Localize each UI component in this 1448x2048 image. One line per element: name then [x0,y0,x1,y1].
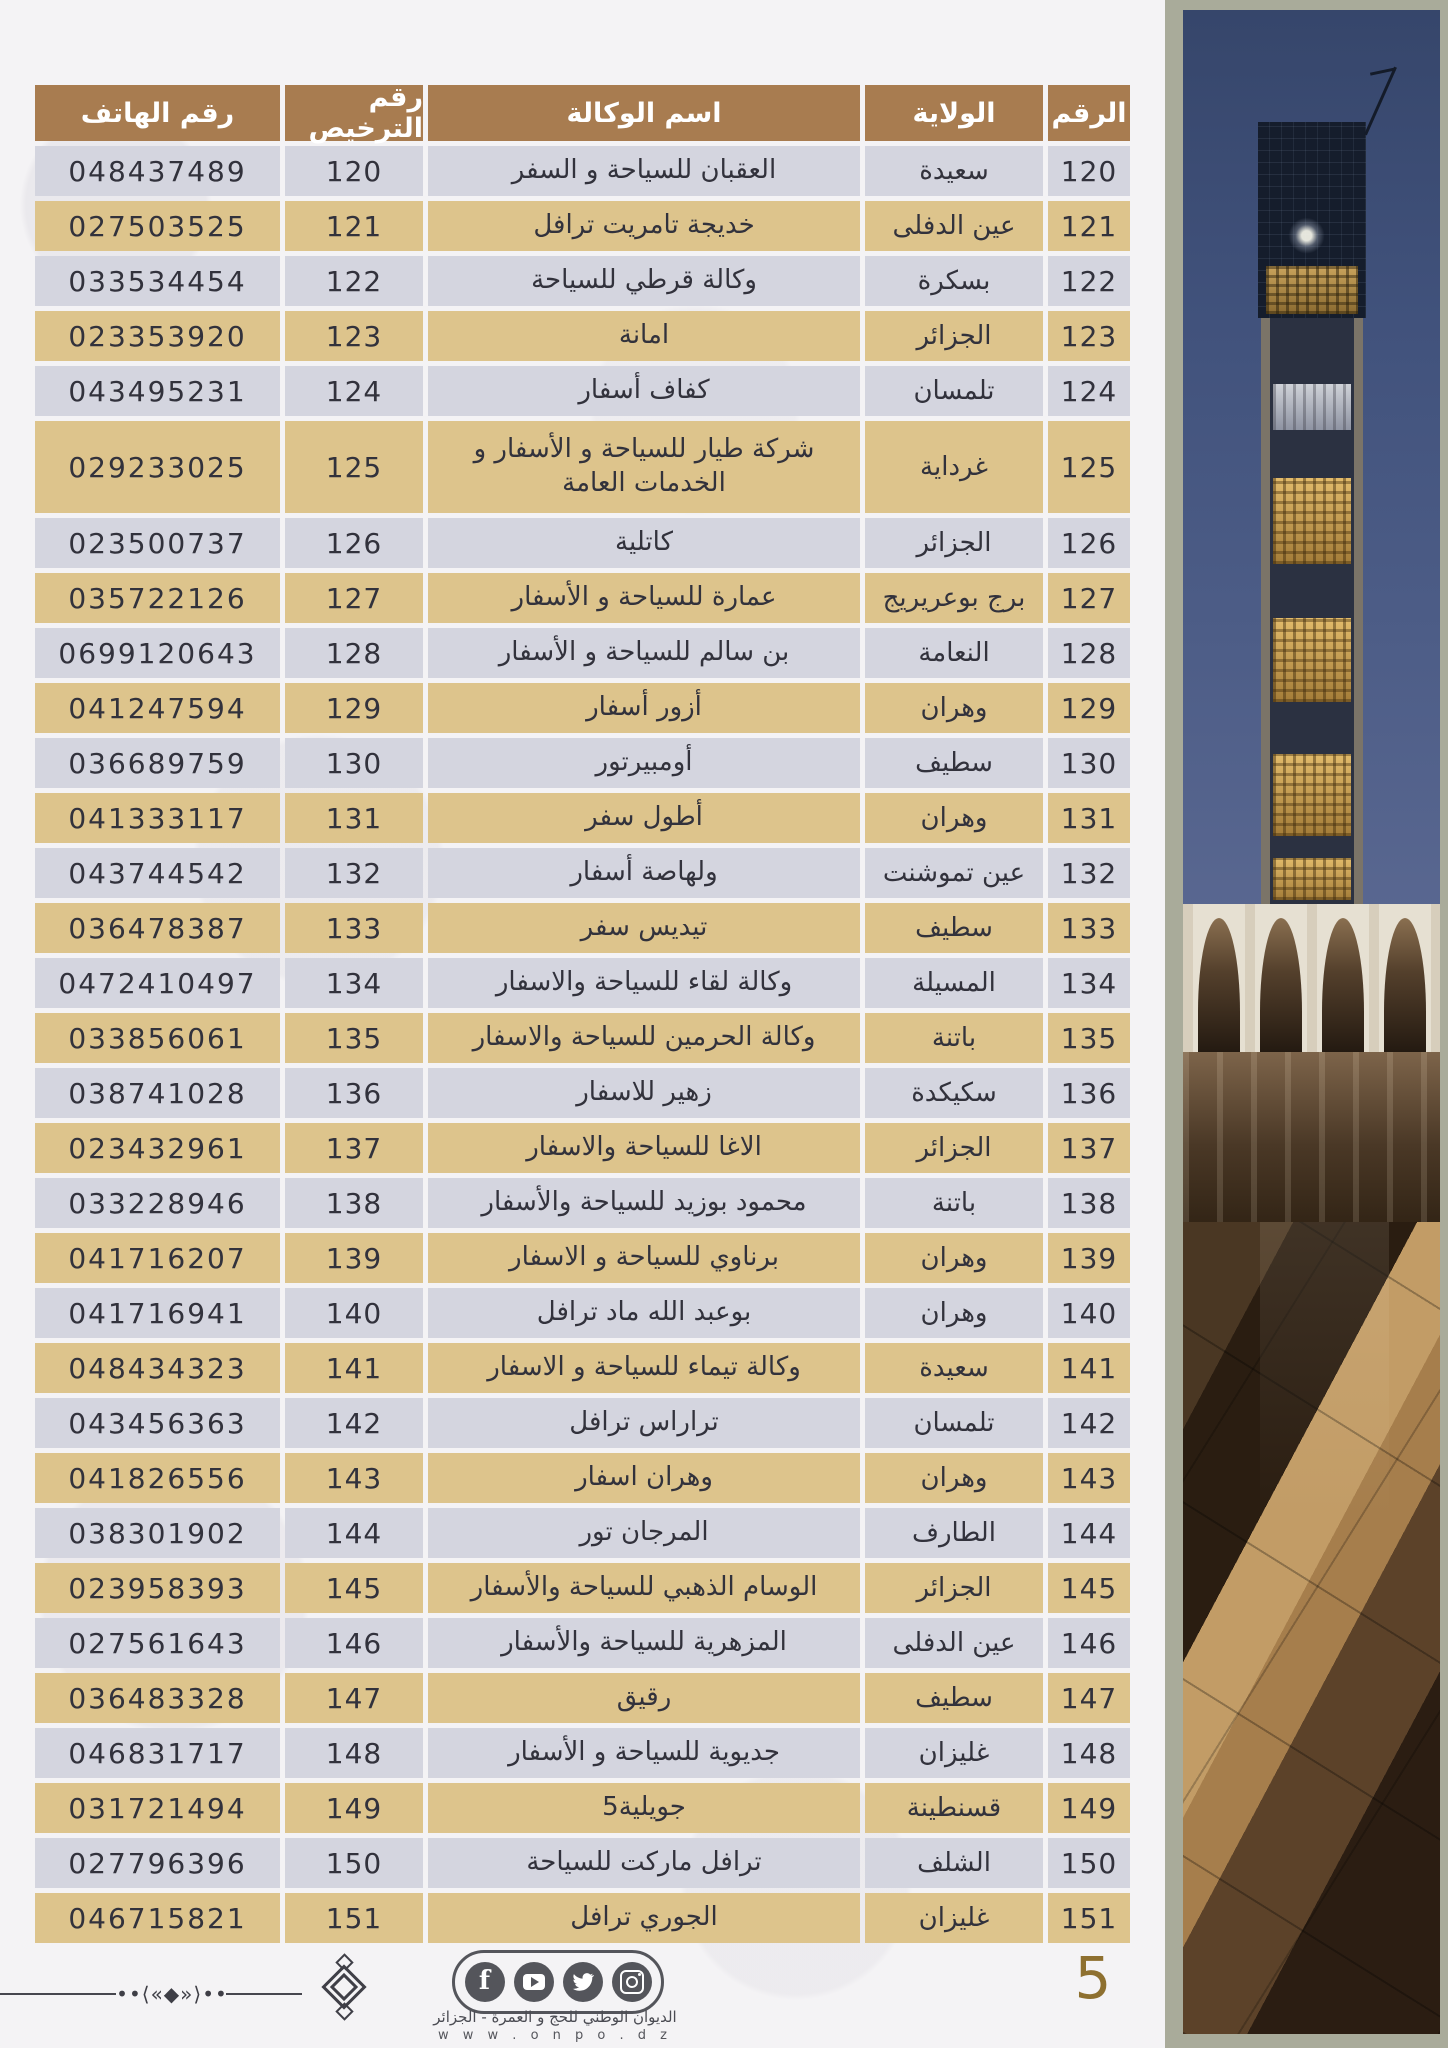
row-126-phone: 023500737 [35,518,280,568]
row-120-phone: 048437489 [35,146,280,196]
row-141-phone: 048434323 [35,1343,280,1393]
row-141-agency: وكالة تيماء للسياحة و الاسفار [428,1343,860,1393]
row-122-license: 122 [285,256,423,306]
row-122-wilaya: بسكرة [865,256,1043,306]
row-133-phone: 036478387 [35,903,280,953]
row-123-license: 123 [285,311,423,361]
twitter-icon [563,1962,603,2002]
row-147-license: 147 [285,1673,423,1723]
row-142-num: 142 [1048,1398,1130,1448]
row-121-num: 121 [1048,201,1130,251]
row-133-license: 133 [285,903,423,953]
row-147-agency: رقيق [428,1673,860,1723]
row-136-agency: زهير للاسفار [428,1068,860,1118]
row-149-wilaya: قسنطينة [865,1783,1043,1833]
row-136-license: 136 [285,1068,423,1118]
row-123-phone: 023353920 [35,311,280,361]
row-143-phone: 041826556 [35,1453,280,1503]
row-140-num: 140 [1048,1288,1130,1338]
row-151-phone: 046715821 [35,1893,280,1943]
row-124-wilaya: تلمسان [865,366,1043,416]
mosque-photo-frame [1165,0,1448,2048]
row-138-wilaya: باتنة [865,1178,1043,1228]
row-132-wilaya: عين تموشنت [865,848,1043,898]
row-126-license: 126 [285,518,423,568]
row-134-wilaya: المسيلة [865,958,1043,1008]
row-147-num: 147 [1048,1673,1130,1723]
row-125-phone: 029233025 [35,421,280,513]
row-124-license: 124 [285,366,423,416]
row-130-num: 130 [1048,738,1130,788]
instagram-icon [612,1962,652,2002]
mosque-photo [1183,10,1440,2034]
row-139-agency: برناوي للسياحة و الاسفار [428,1233,860,1283]
row-134-agency: وكالة لقاء للسياحة والاسفار [428,958,860,1008]
row-144-phone: 038301902 [35,1508,280,1558]
minaret-shaft [1261,318,1363,904]
row-139-num: 139 [1048,1233,1130,1283]
row-148-wilaya: غليزان [865,1728,1043,1778]
row-121-license: 121 [285,201,423,251]
row-125-num: 125 [1048,421,1130,513]
row-129-wilaya: وهران [865,683,1043,733]
row-139-license: 139 [285,1233,423,1283]
row-151-license: 151 [285,1893,423,1943]
row-147-phone: 036483328 [35,1673,280,1723]
row-140-wilaya: وهران [865,1288,1043,1338]
footer-divider-ornament: ••⟨«◆»⟩•• [116,1982,228,2006]
row-124-num: 124 [1048,366,1130,416]
header-phone: رقم الهاتف [35,85,280,141]
row-146-wilaya: عين الدفلى [865,1618,1043,1668]
row-137-agency: الاغا للسياحة والاسفار [428,1123,860,1173]
row-150-license: 150 [285,1838,423,1888]
row-130-license: 130 [285,738,423,788]
row-135-license: 135 [285,1013,423,1063]
row-135-agency: وكالة الحرمين للسياحة والاسفار [428,1013,860,1063]
row-128-license: 128 [285,628,423,678]
row-145-wilaya: الجزائر [865,1563,1043,1613]
row-131-license: 131 [285,793,423,843]
row-127-phone: 035722126 [35,573,280,623]
row-127-license: 127 [285,573,423,623]
organization-name: الديوان الوطني للحج و العمرة - الجزائر [433,2008,677,2026]
row-125-license: 125 [285,421,423,513]
row-126-agency: كاتلية [428,518,860,568]
row-120-license: 120 [285,146,423,196]
row-124-agency: كفاف أسفار [428,366,860,416]
row-129-agency: أزور أسفار [428,683,860,733]
row-140-license: 140 [285,1288,423,1338]
row-139-wilaya: وهران [865,1233,1043,1283]
minaret-glass-top [1258,122,1366,318]
row-144-num: 144 [1048,1508,1130,1558]
row-138-phone: 033228946 [35,1178,280,1228]
row-138-agency: محمود بوزيد للسياحة والأسفار [428,1178,860,1228]
footer-divider-line [0,1993,116,1995]
row-135-wilaya: باتنة [865,1013,1043,1063]
row-129-num: 129 [1048,683,1130,733]
row-136-wilaya: سكيكدة [865,1068,1043,1118]
row-145-phone: 023958393 [35,1563,280,1613]
row-133-wilaya: سطيف [865,903,1043,953]
row-144-wilaya: الطارف [865,1508,1043,1558]
row-131-phone: 041333117 [35,793,280,843]
row-148-agency: جديوية للسياحة و الأسفار [428,1728,860,1778]
row-141-wilaya: سعيدة [865,1343,1043,1393]
row-124-phone: 043495231 [35,366,280,416]
row-140-phone: 041716941 [35,1288,280,1338]
row-141-license: 141 [285,1343,423,1393]
row-151-agency: الجوري ترافل [428,1893,860,1943]
row-137-wilaya: الجزائر [865,1123,1043,1173]
row-146-phone: 027561643 [35,1618,280,1668]
row-131-num: 131 [1048,793,1130,843]
row-151-wilaya: غليزان [865,1893,1043,1943]
row-121-phone: 027503525 [35,201,280,251]
row-149-num: 149 [1048,1783,1130,1833]
row-125-wilaya: غرداية [865,421,1043,513]
row-142-license: 142 [285,1398,423,1448]
row-134-num: 134 [1048,958,1130,1008]
row-143-num: 143 [1048,1453,1130,1503]
row-132-agency: ولهاصة أسفار [428,848,860,898]
row-127-num: 127 [1048,573,1130,623]
row-130-wilaya: سطيف [865,738,1043,788]
row-146-license: 146 [285,1618,423,1668]
row-145-num: 145 [1048,1563,1130,1613]
row-146-agency: المزهرية للسياحة والأسفار [428,1618,860,1668]
header-license: رقم الترخيص [285,85,423,141]
row-146-num: 146 [1048,1618,1130,1668]
arabesque-ornament [308,1950,380,2024]
row-148-license: 148 [285,1728,423,1778]
social-media-bar [452,1950,664,2014]
row-120-wilaya: سعيدة [865,146,1043,196]
row-137-num: 137 [1048,1123,1130,1173]
row-151-num: 151 [1048,1893,1130,1943]
row-148-phone: 046831717 [35,1728,280,1778]
row-125-agency: شركة طيار للسياحة و الأسفار و الخدمات العامة [428,421,860,513]
row-129-phone: 041247594 [35,683,280,733]
row-144-license: 144 [285,1508,423,1558]
page-number: 5 [1074,1944,1112,2012]
row-138-license: 138 [285,1178,423,1228]
header-agency: اسم الوكالة [428,85,860,141]
row-143-agency: وهران اسفار [428,1453,860,1503]
row-147-wilaya: سطيف [865,1673,1043,1723]
row-144-agency: المرجان تور [428,1508,860,1558]
facebook-icon: f [465,1962,505,2002]
row-121-wilaya: عين الدفلى [865,201,1043,251]
row-128-num: 128 [1048,628,1130,678]
row-142-agency: تراراس ترافل [428,1398,860,1448]
row-136-phone: 038741028 [35,1068,280,1118]
row-132-license: 132 [285,848,423,898]
row-150-agency: ترافل ماركت للسياحة [428,1838,860,1888]
row-123-agency: امانة [428,311,860,361]
row-143-license: 143 [285,1453,423,1503]
row-148-num: 148 [1048,1728,1130,1778]
row-141-num: 141 [1048,1343,1130,1393]
arched-colonnade [1183,904,1440,1052]
row-131-agency: أطول سفر [428,793,860,843]
marble-floor-reflection [1183,1052,1440,1222]
row-139-phone: 041716207 [35,1233,280,1283]
row-130-agency: أومبيرتور [428,738,860,788]
row-130-phone: 036689759 [35,738,280,788]
agencies-table [30,82,1130,1943]
row-133-num: 133 [1048,903,1130,953]
row-128-agency: بن سالم للسياحة و الأسفار [428,628,860,678]
minaret-tower [1261,122,1363,904]
row-149-license: 149 [285,1783,423,1833]
row-128-phone: 0699120643 [35,628,280,678]
row-136-num: 136 [1048,1068,1130,1118]
row-122-agency: وكالة قرطي للسياحة [428,256,860,306]
row-121-agency: خديجة تامريت ترافل [428,201,860,251]
row-120-agency: العقبان للسياحة و السفر [428,146,860,196]
row-129-license: 129 [285,683,423,733]
row-134-phone: 0472410497 [35,958,280,1008]
row-127-agency: عمارة للسياحة و الأسفار [428,573,860,623]
row-135-num: 135 [1048,1013,1130,1063]
row-135-phone: 033856061 [35,1013,280,1063]
row-137-license: 137 [285,1123,423,1173]
row-145-agency: الوسام الذهبي للسياحة والأسفار [428,1563,860,1613]
row-120-num: 120 [1048,146,1130,196]
row-123-num: 123 [1048,311,1130,361]
row-122-phone: 033534454 [35,256,280,306]
row-126-num: 126 [1048,518,1130,568]
row-126-wilaya: الجزائر [865,518,1043,568]
row-140-agency: بوعبد الله ماد ترافل [428,1288,860,1338]
row-149-phone: 031721494 [35,1783,280,1833]
header-num: الرقم [1048,85,1130,141]
row-131-wilaya: وهران [865,793,1043,843]
row-128-wilaya: النعامة [865,628,1043,678]
row-123-wilaya: الجزائر [865,311,1043,361]
row-150-num: 150 [1048,1838,1130,1888]
footer-divider-line [226,1993,302,1995]
row-127-wilaya: برج بوعريريج [865,573,1043,623]
row-149-agency: جويلية5 [428,1783,860,1833]
row-145-license: 145 [285,1563,423,1613]
row-133-agency: تيديس سفر [428,903,860,953]
row-150-phone: 027796396 [35,1838,280,1888]
header-wilaya: الولاية [865,85,1043,141]
website-url: w w w . o n p o . d z [438,2028,672,2043]
row-150-wilaya: الشلف [865,1838,1043,1888]
row-137-phone: 023432961 [35,1123,280,1173]
youtube-icon [514,1962,554,2002]
row-132-phone: 043744542 [35,848,280,898]
row-142-wilaya: تلمسان [865,1398,1043,1448]
row-142-phone: 043456363 [35,1398,280,1448]
row-143-wilaya: وهران [865,1453,1043,1503]
row-122-num: 122 [1048,256,1130,306]
row-134-license: 134 [285,958,423,1008]
row-138-num: 138 [1048,1178,1130,1228]
row-132-num: 132 [1048,848,1130,898]
